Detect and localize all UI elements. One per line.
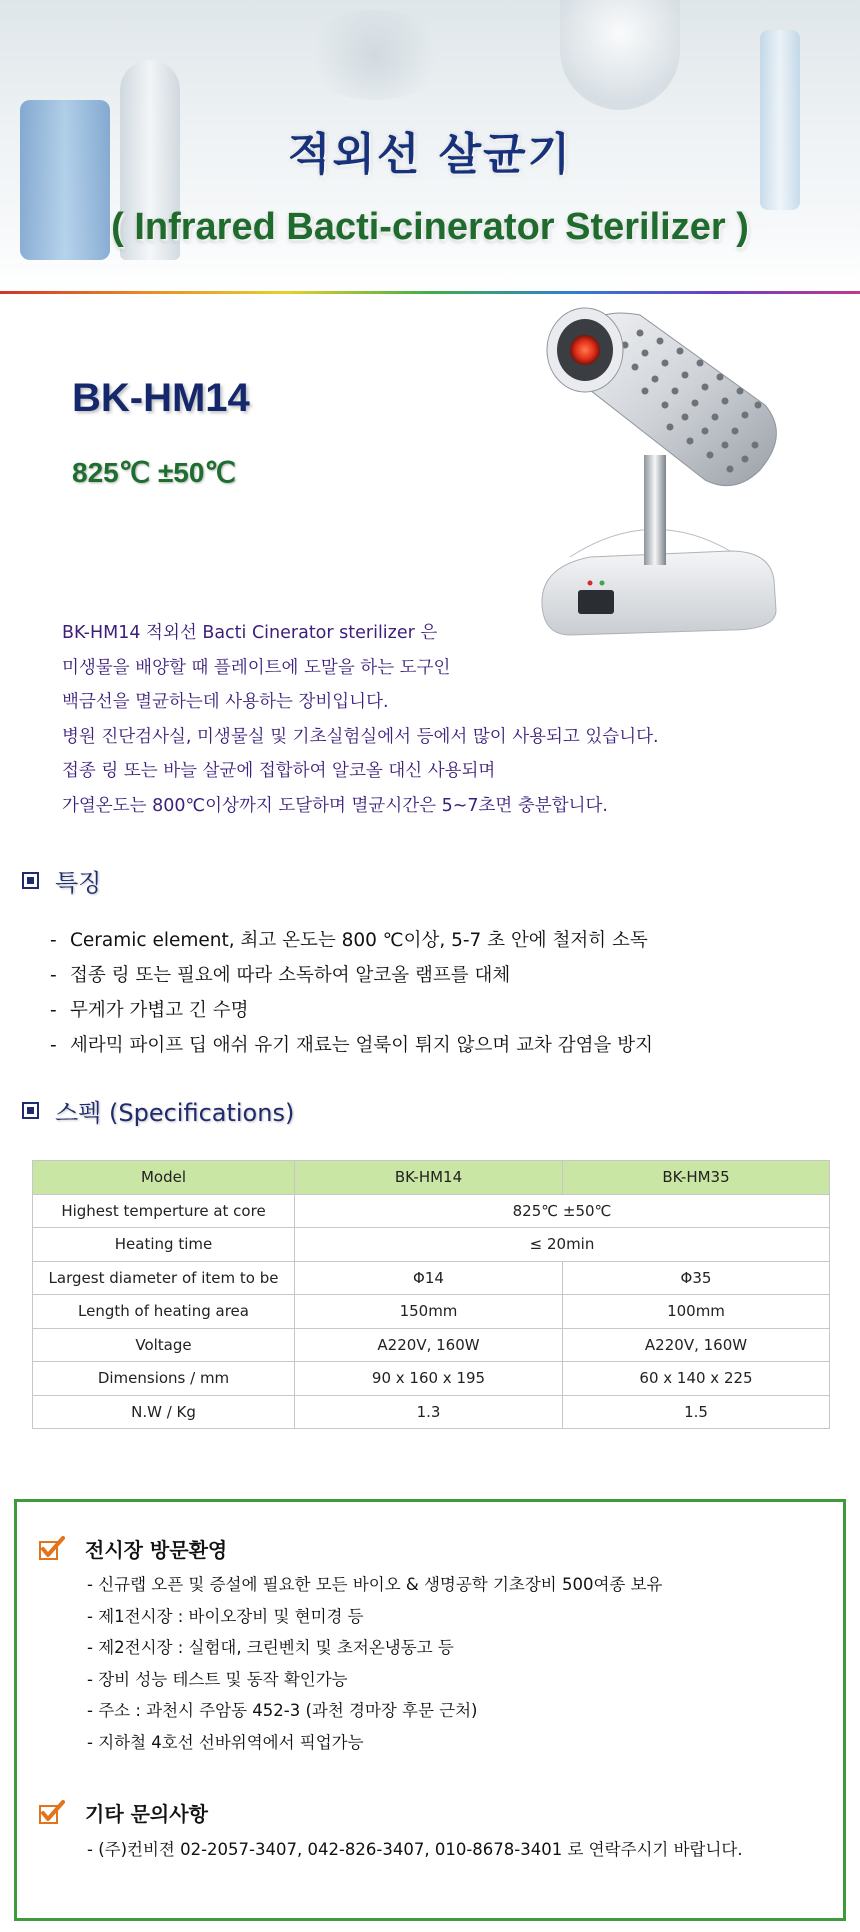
row-label: Voltage	[33, 1328, 295, 1362]
list-item: - (주)컨비젼 02-2057-3407, 042-826-3407, 010-8678-3401 로 연락주시기 바랍니다.	[87, 1840, 743, 1859]
table-row	[33, 1362, 830, 1396]
row-label: Heating time	[33, 1228, 295, 1262]
showroom-title: 전시장 방문환영	[85, 1538, 228, 1562]
list-item: - 제1전시장 : 바이오장비 및 현미경 등	[87, 1606, 364, 1626]
product-description	[62, 616, 802, 823]
header-banner	[0, 0, 860, 291]
table-row	[33, 1395, 830, 1429]
merged-cell: 825℃ ±50℃	[295, 1194, 830, 1228]
column-header: BK-HM14	[295, 1161, 563, 1195]
column-header: Model	[33, 1161, 295, 1195]
list-item: - 주소 : 과천시 주암동 452-3 (과천 경마장 후문 근처)	[87, 1701, 478, 1720]
showroom-list	[87, 1569, 662, 1758]
table-header-row	[33, 1161, 830, 1195]
list-item: - 지하철 4호선 선바위역에서 픽업가능	[87, 1732, 364, 1752]
feature-text: 세라믹 파이프 딥 애쉬 유기 재료는 얼룩이 튀지 않으며 교차 감염을 방지	[70, 1035, 653, 1056]
table-row	[33, 1228, 830, 1262]
page-subtitle: ( Infrared Bacti-cinerator Sterilizer )	[111, 206, 749, 248]
inquiry-list	[87, 1834, 743, 1866]
list-item: - 무게가 가볍고 긴 수명	[50, 1000, 249, 1021]
banner-microscope-decoration	[560, 0, 680, 110]
table-cell: 1.3	[295, 1395, 563, 1429]
column-header: BK-HM35	[563, 1161, 830, 1195]
row-label: Dimensions / mm	[33, 1362, 295, 1396]
list-item: - 신규랩 오픈 및 증설에 필요한 모든 바이오 & 생명공학 기초장비 500여종 보유	[87, 1575, 663, 1594]
specs-heading	[22, 1095, 294, 1125]
table-cell: Φ14	[295, 1261, 563, 1295]
features-list	[50, 923, 653, 1063]
list-item: - 제2전시장 : 실험대, 크린벤치 및 초저온냉동고 등	[87, 1638, 454, 1657]
description-line: 백금선을 멸균하는데 사용하는 장비입니다.	[62, 692, 389, 712]
table-cell: 90 x 160 x 195	[295, 1362, 563, 1396]
merged-cell: ≤ 20min	[295, 1228, 830, 1262]
inquiry-title: 기타 문의사항	[85, 1802, 208, 1826]
list-item: - 세라믹 파이프 딥 애쉬 유기 재료는 얼룩이 튀지 않으며 교차 감염을 방지	[50, 1035, 653, 1056]
table-cell: 1.5	[563, 1395, 830, 1429]
features-heading-text: 특징	[55, 868, 102, 897]
row-label: N.W / Kg	[33, 1395, 295, 1429]
description-line: BK-HM14 적외선 Bacti Cinerator sterilizer 은	[62, 623, 438, 643]
model-name: BK-HM14	[72, 376, 250, 420]
page-title: 적외선 살균기	[287, 129, 573, 180]
row-label: Length of heating area	[33, 1295, 295, 1329]
table-cell: A220V, 160W	[563, 1328, 830, 1362]
model-temperature: 825℃ ±50℃	[72, 457, 236, 488]
list-item: - 접종 링 또는 필요에 따라 소독하여 알코올 램프를 대체	[50, 965, 511, 986]
square-bullet-icon	[22, 1102, 39, 1119]
feature-text: Ceramic element, 최고 온도는 800 ℃이상, 5-7 초 안에 철저히 소독	[70, 930, 648, 951]
table-cell: 100mm	[563, 1295, 830, 1329]
specs-heading-text: 스펙 (Specifications)	[55, 1098, 295, 1127]
table-cell: 150mm	[295, 1295, 563, 1329]
description-line: 병원 진단검사실, 미생물실 및 기초실험실에서 등에서 많이 사용되고 있습니다.	[62, 726, 659, 747]
feature-text: 무게가 가볍고 긴 수명	[70, 1000, 249, 1021]
sterilizer-product-image	[530, 305, 800, 665]
contact-box	[14, 1499, 846, 1921]
description-line: 접종 링 또는 바늘 살균에 접합하여 알코올 대신 사용되며	[62, 761, 496, 781]
list-item: - Ceramic element, 최고 온도는 800 ℃이상, 5-7 초 안에 철저히 소독	[50, 930, 648, 951]
table-cell: Φ35	[563, 1261, 830, 1295]
row-label: Highest temperture at core	[33, 1194, 295, 1228]
features-heading	[22, 865, 101, 895]
table-cell: A220V, 160W	[295, 1328, 563, 1362]
rainbow-divider	[0, 291, 860, 294]
square-bullet-icon	[22, 872, 39, 889]
description-line: 미생물을 배양할 때 플레이트에 도말을 하는 도구인	[62, 657, 451, 678]
banner-lens-decoration	[300, 10, 450, 100]
table-cell: 60 x 140 x 225	[563, 1362, 830, 1396]
checkmark-icon	[39, 1800, 65, 1824]
row-label: Largest diameter of item to be	[33, 1261, 295, 1295]
table-row	[33, 1328, 830, 1362]
table-row	[33, 1295, 830, 1329]
checkmark-icon	[39, 1536, 65, 1560]
spec-table	[32, 1160, 830, 1429]
feature-text: 접종 링 또는 필요에 따라 소독하여 알코올 램프를 대체	[70, 965, 511, 986]
description-line: 가열온도는 800℃이상까지 도달하며 멸균시간은 5~7초면 충분합니다.	[62, 795, 608, 816]
table-row	[33, 1261, 830, 1295]
list-item: - 장비 성능 테스트 및 동작 확인가능	[87, 1669, 348, 1689]
table-row	[33, 1194, 830, 1228]
